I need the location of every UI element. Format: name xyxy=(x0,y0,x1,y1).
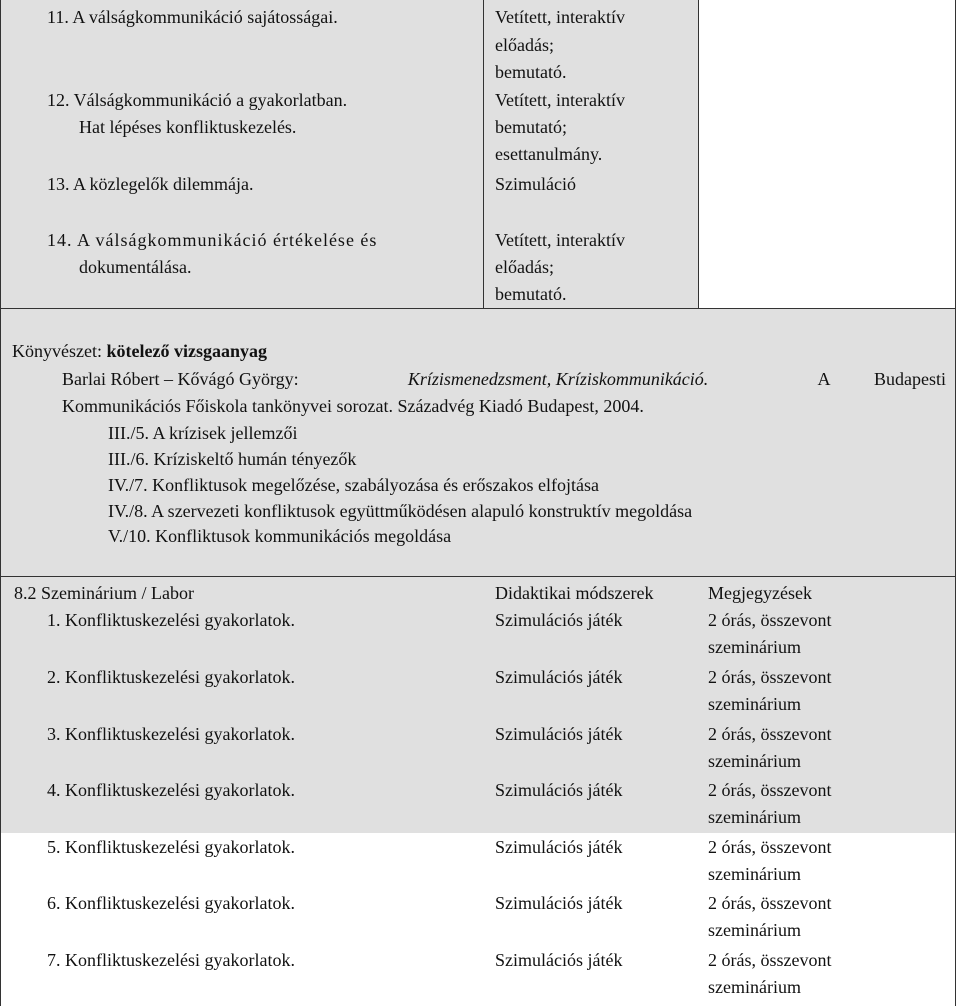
seminar-row-method: Szimulációs játék xyxy=(495,724,623,744)
seminar-title: 8.2 Szeminárium / Labor xyxy=(14,583,194,603)
bibliography-label: Könyvészet: xyxy=(12,341,102,361)
lecture-column-divider-2 xyxy=(698,0,699,308)
bibliography-book-title: Krízismenedzsment, Kríziskommunikáció. xyxy=(407,369,709,389)
seminar-row-note-line1: 2 órás, összevont xyxy=(708,610,832,630)
seminar-row-method: Szimulációs játék xyxy=(495,780,623,800)
lecture-column-divider-1 xyxy=(483,0,484,308)
seminar-methods-header: Didaktikai módszerek xyxy=(495,583,654,603)
seminar-row-note-line2: szeminárium xyxy=(708,977,801,997)
lecture-topic-12-line1: 12. Válságkommunikáció a gyakorlatban. xyxy=(47,90,348,110)
seminar-row-topic: 3. Konfliktuskezelési gyakorlatok. xyxy=(47,724,295,744)
bibliography-chapter-2: III./6. Kríziskeltő humán tényezők xyxy=(108,449,357,469)
bibliography-reference-line2: Kommunikációs Főiskola tankönyvei sorozat. Századvég Kiadó Budapest, 2004. xyxy=(62,396,644,416)
seminar-row-note-line1: 2 órás, összevont xyxy=(708,780,832,800)
lecture-topic-11: 11. A válságkommunikáció sajátosságai. xyxy=(47,7,338,27)
seminar-row-topic: 4. Konfliktuskezelési gyakorlatok. xyxy=(47,780,295,800)
bibliography-heading xyxy=(12,338,267,364)
seminar-row-note-line2: szeminárium xyxy=(708,637,801,657)
lecture-topic-column-bg xyxy=(0,0,483,308)
seminar-row-topic: 7. Konfliktuskezelési gyakorlatok. xyxy=(47,950,295,970)
seminar-row-note-line1: 2 órás, összevont xyxy=(708,837,832,857)
lecture-topic-13: 13. A közlegelők dilemmája. xyxy=(47,174,254,194)
seminar-row-note-line2: szeminárium xyxy=(708,807,801,827)
lecture-method-14-line2: előadás; xyxy=(495,257,554,277)
table-border-right xyxy=(955,0,956,1006)
lecture-notes-column-bg xyxy=(699,0,955,308)
lecture-topic-12-line2: Hat lépéses konfliktuskezelés. xyxy=(79,117,297,137)
seminar-row-note-line1: 2 órás, összevont xyxy=(708,893,832,913)
lecture-method-14-line1: Vetített, interaktív xyxy=(495,230,625,250)
bibliography-chapter-3: IV./7. Konfliktusok megelőzése, szabályozása és erőszakos elfojtása xyxy=(108,475,600,495)
seminar-row-note-line1: 2 órás, összevont xyxy=(708,724,832,744)
bibliography-authors: Barlai Róbert – Kővágó György: xyxy=(62,369,299,389)
seminar-row-topic: 5. Konfliktuskezelési gyakorlatok. xyxy=(47,837,295,857)
seminar-row-note-line2: szeminárium xyxy=(708,751,801,771)
bibliography-publisher-start: A Budapesti xyxy=(817,369,946,389)
lecture-method-11-line2: előadás; xyxy=(495,35,554,55)
seminar-row-topic: 2. Konfliktuskezelési gyakorlatok. xyxy=(47,667,295,687)
seminar-row-note-line1: 2 órás, összevont xyxy=(708,950,832,970)
seminar-row-method: Szimulációs játék xyxy=(495,610,623,630)
seminar-row-method: Szimulációs játék xyxy=(495,667,623,687)
lecture-method-12-line2: bemutató; xyxy=(495,117,567,137)
seminar-row-note-line1: 2 órás, összevont xyxy=(708,667,832,687)
seminar-notes-header: Megjegyzések xyxy=(708,583,812,603)
bibliography-reference-line1 xyxy=(62,366,946,392)
lecture-method-13: Szimuláció xyxy=(495,174,576,194)
lecture-topic-14-line2: dokumentálása. xyxy=(79,257,192,277)
lecture-method-11-line3: bemutató. xyxy=(495,62,567,82)
lecture-topic-14-line1: 14. A válságkommunikáció értékelése és xyxy=(47,230,378,250)
seminar-row-note-line2: szeminárium xyxy=(708,694,801,714)
seminar-row-method: Szimulációs játék xyxy=(495,893,623,913)
lecture-method-14-line3: bemutató. xyxy=(495,284,567,304)
bibliography-required-heading: kötelező vizsgaanyag xyxy=(106,341,267,361)
seminar-row-topic: 6. Konfliktuskezelési gyakorlatok. xyxy=(47,893,295,913)
seminar-row-method: Szimulációs játék xyxy=(495,837,623,857)
seminar-row-note-line2: szeminárium xyxy=(708,864,801,884)
seminar-row-topic: 1. Konfliktuskezelési gyakorlatok. xyxy=(47,610,295,630)
seminar-row-note-line2: szeminárium xyxy=(708,920,801,940)
lecture-method-12-line3: esettanulmány. xyxy=(495,144,603,164)
lecture-method-11-line1: Vetített, interaktív xyxy=(495,7,625,27)
bibliography-chapter-5: V./10. Konfliktusok kommunikációs megoldása xyxy=(108,526,452,546)
seminar-row-method: Szimulációs játék xyxy=(495,950,623,970)
bibliography-chapter-4: IV./8. A szervezeti konfliktusok együttműködésen alapuló konstruktív megoldása xyxy=(108,501,693,521)
lecture-method-12-line1: Vetített, interaktív xyxy=(495,90,625,110)
bibliography-chapter-1: III./5. A krízisek jellemzői xyxy=(108,423,298,443)
